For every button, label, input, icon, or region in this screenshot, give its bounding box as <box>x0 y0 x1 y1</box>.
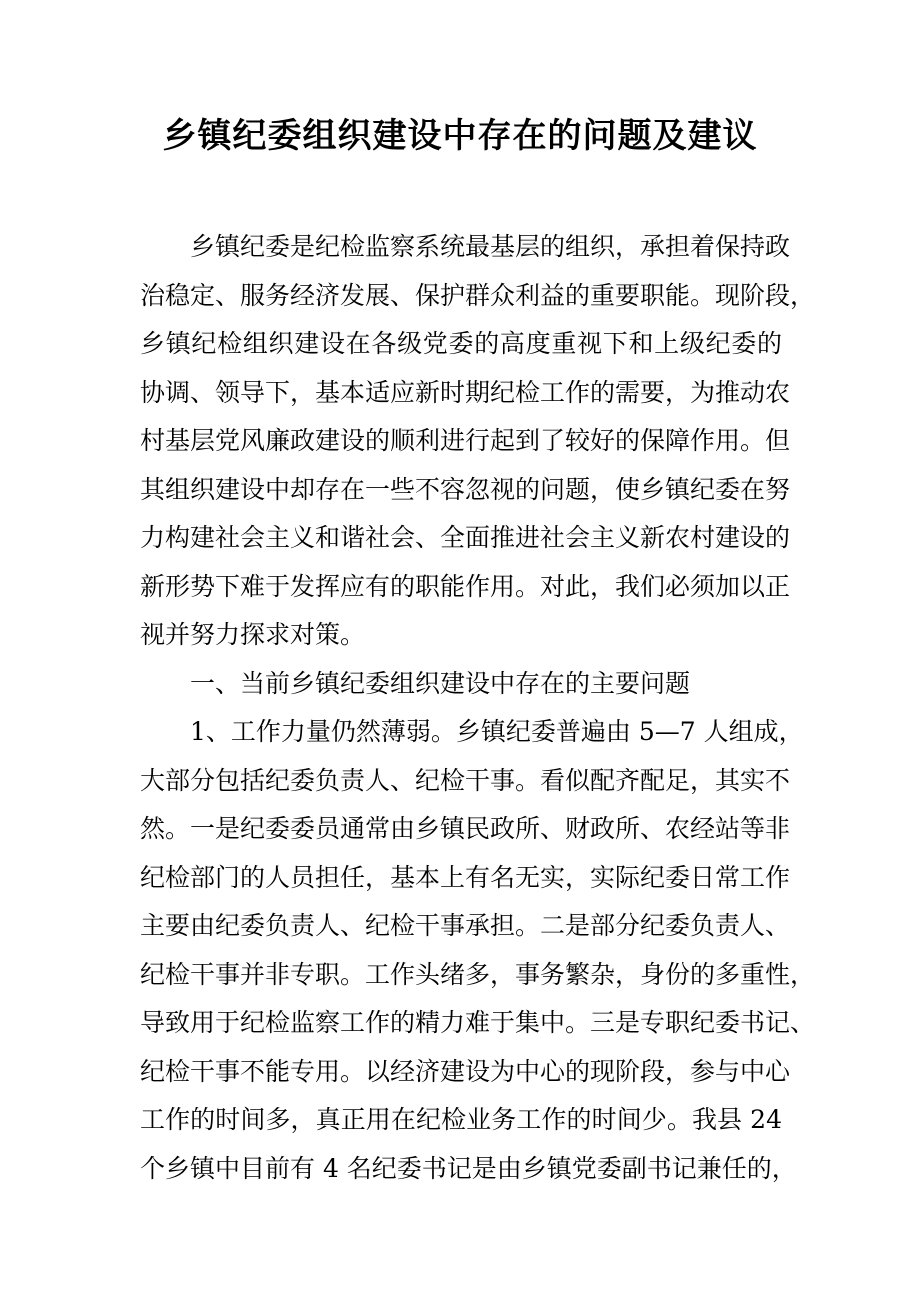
text-line: 力构建社会主义和谐社会、全面推进社会主义新农村建设的 <box>140 523 791 552</box>
text-line: 个乡镇中目前有 4 名纪委书记是由乡镇党委副书记兼任的， <box>140 1153 797 1183</box>
text-line: 纪检部门的人员担任，基本上有名无实，实际纪委日常工作 <box>140 862 791 892</box>
text-line: 协调、领导下，基本适应新时期纪检工作的需要，为推动农 <box>140 377 791 407</box>
text-line: 工作的时间多，真正用在纪检业务工作的时间少。我县 24 <box>140 1105 782 1134</box>
document-title: 乡镇纪委组织建设中存在的问题及建议 <box>162 116 758 156</box>
text-line: 纪检干事不能专用。以经济建设为中心的现阶段，参与中心 <box>140 1056 791 1086</box>
document-body <box>140 223 816 1193</box>
text-line: 主要由纪委负责人、纪检干事承担。二是部分纪委负责人、 <box>140 911 791 940</box>
text-line: 治稳定、服务经济发展、保护群众利益的重要职能。现阶段， <box>140 280 816 310</box>
section-heading <box>140 660 782 709</box>
text-line: 然。一是纪委委员通常由乡镇民政所、财政所、农经站等非 <box>140 814 791 843</box>
text-line: 纪检干事并非专职。工作头绪多，事务繁杂，身份的多重性， <box>140 959 816 989</box>
text-line: 新形势下难于发挥应有的职能作用。对此，我们必须加以正 <box>140 571 791 601</box>
text-line: 乡镇纪检组织建设在各级党委的高度重视下和上级纪委的 <box>140 329 782 358</box>
text-line: 视并努力探求对策。 <box>140 620 366 649</box>
text-line: 村基层党风廉政建设的顺利进行起到了较好的保障作用。但 <box>140 426 791 455</box>
text-line: 1、工作力量仍然薄弱。乡镇纪委普遍由 5—7 人组成， <box>190 717 804 746</box>
text-line: 大部分包括纪委负责人、纪检干事。看似配齐配足，其实不 <box>140 765 791 795</box>
text-line: 其组织建设中却存在一些不容忽视的问题，使乡镇纪委在努 <box>140 474 791 504</box>
text-line: 一、当前乡镇纪委组织建设中存在的主要问题 <box>190 668 691 698</box>
paragraph-intro <box>140 223 816 660</box>
text-line: 乡镇纪委是纪检监察系统最基层的组织，承担着保持政 <box>190 232 791 261</box>
text-line: 导致用于纪检监察工作的精力难于集中。三是专职纪委书记、 <box>140 1008 816 1037</box>
paragraph-item-1 <box>140 708 816 1193</box>
